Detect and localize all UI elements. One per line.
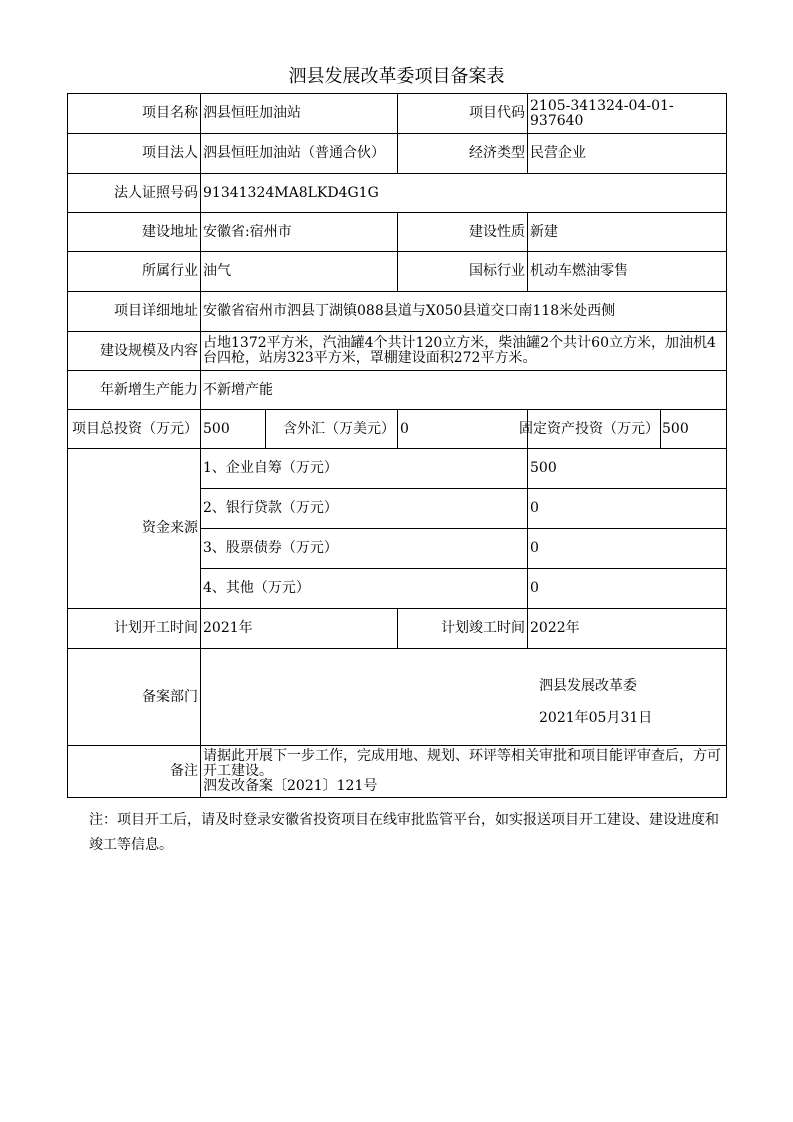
fixed-invest-cell	[528, 410, 727, 449]
funding-item-label: 3、股票债券（万元）	[201, 529, 528, 569]
dept-date: 2021年05月31日	[539, 710, 653, 726]
project-name-value: 泗县恒旺加油站	[201, 94, 398, 134]
foreign-label: 含外汇（万美元）	[266, 410, 398, 449]
row-license	[68, 174, 727, 213]
row-detail-address	[68, 292, 727, 332]
row-investment	[68, 410, 727, 449]
start-value: 2021年	[201, 609, 398, 649]
row-scale	[68, 332, 727, 371]
filing-form-table	[67, 93, 727, 798]
license-value: 91341324MA8LKD4G1G	[201, 174, 727, 213]
funding-item-label: 4、其他（万元）	[201, 569, 528, 609]
fixed-invest-label: 固定资产投资（万元）	[519, 420, 659, 437]
funding-item-label: 1、企业自筹（万元）	[201, 449, 528, 489]
row-legal-person	[68, 134, 727, 174]
dept-cell	[201, 649, 727, 746]
remark-filing-number: 泗发改备案〔2021〕121号	[203, 778, 378, 794]
license-label: 法人证照号码	[68, 174, 201, 213]
end-value: 2022年	[528, 609, 727, 649]
dept-label: 备案部门	[68, 649, 201, 746]
nature-value: 新建	[528, 213, 727, 252]
legal-person-value: 泗县恒旺加油站（普通合伙）	[201, 134, 398, 174]
row-schedule	[68, 609, 727, 649]
foreign-and-fixed-cell	[398, 410, 528, 449]
remark-cell	[201, 746, 727, 798]
footnote: 注：项目开工后，请及时登录安徽省投资项目在线审批监管平台，如实报送项目开工建设、建设进度和竣工等信息。	[89, 812, 719, 853]
detail-address-value: 安徽省宿州市泗县丁湖镇088县道与X050县道交口南118米处西侧	[201, 292, 727, 332]
end-label: 计划竣工时间	[398, 609, 528, 649]
start-label: 计划开工时间	[68, 609, 201, 649]
funding-item-value: 0	[528, 529, 727, 569]
site-value: 安徽省:宿州市	[201, 213, 398, 252]
row-capacity	[68, 371, 727, 410]
scale-value: 占地1372平方米，汽油罐4个共计120立方米，柴油罐2个共计60立方米，加油机4台四枪，站房323平方米，罩棚建设面积272平方米。	[201, 332, 727, 371]
industry-label: 所属行业	[68, 252, 201, 292]
economy-type-label: 经济类型	[398, 134, 528, 174]
legal-person-label: 项目法人	[68, 134, 201, 174]
scale-label: 建设规模及内容	[68, 332, 201, 371]
row-industry	[68, 252, 727, 292]
project-name-label: 项目名称	[68, 94, 201, 134]
funding-item-value: 0	[528, 569, 727, 609]
site-label: 建设地址	[68, 213, 201, 252]
funding-item-label: 2、银行贷款（万元）	[201, 489, 528, 529]
industry-value: 油气	[201, 252, 398, 292]
economy-type-value: 民营企业	[528, 134, 727, 174]
row-project-name	[68, 94, 727, 134]
capacity-label: 年新增生产能力	[68, 371, 201, 410]
foreign-value: 0	[400, 420, 409, 437]
funding-item-value: 500	[528, 449, 727, 489]
page-title: 泗县发展改革委项目备案表	[288, 66, 505, 87]
funding-item-value: 0	[528, 489, 727, 529]
national-industry-value: 机动车燃油零售	[528, 252, 727, 292]
funding-label: 资金来源	[68, 449, 201, 609]
total-invest-label: 项目总投资（万元）	[68, 410, 201, 449]
row-site	[68, 213, 727, 252]
remark-label: 备注	[68, 746, 201, 798]
detail-address-label: 项目详细地址	[68, 292, 201, 332]
row-remark	[68, 746, 727, 798]
project-code-value: 2105-341324-04-01-937640	[528, 94, 727, 134]
row-dept	[68, 649, 727, 746]
project-code-label: 项目代码	[398, 94, 528, 134]
capacity-value: 不新增产能	[201, 371, 727, 410]
total-invest-value: 500	[201, 410, 266, 449]
row-funding-1	[68, 449, 727, 489]
dept-name: 泗县发展改革委	[539, 678, 637, 694]
nature-label: 建设性质	[398, 213, 528, 252]
remark-text: 请据此开展下一步工作，完成用地、规划、环评等相关审批和项目能评审查后，方可开工建设。	[203, 748, 721, 779]
fixed-invest-value: 500	[662, 420, 689, 437]
national-industry-label: 国标行业	[398, 252, 528, 292]
